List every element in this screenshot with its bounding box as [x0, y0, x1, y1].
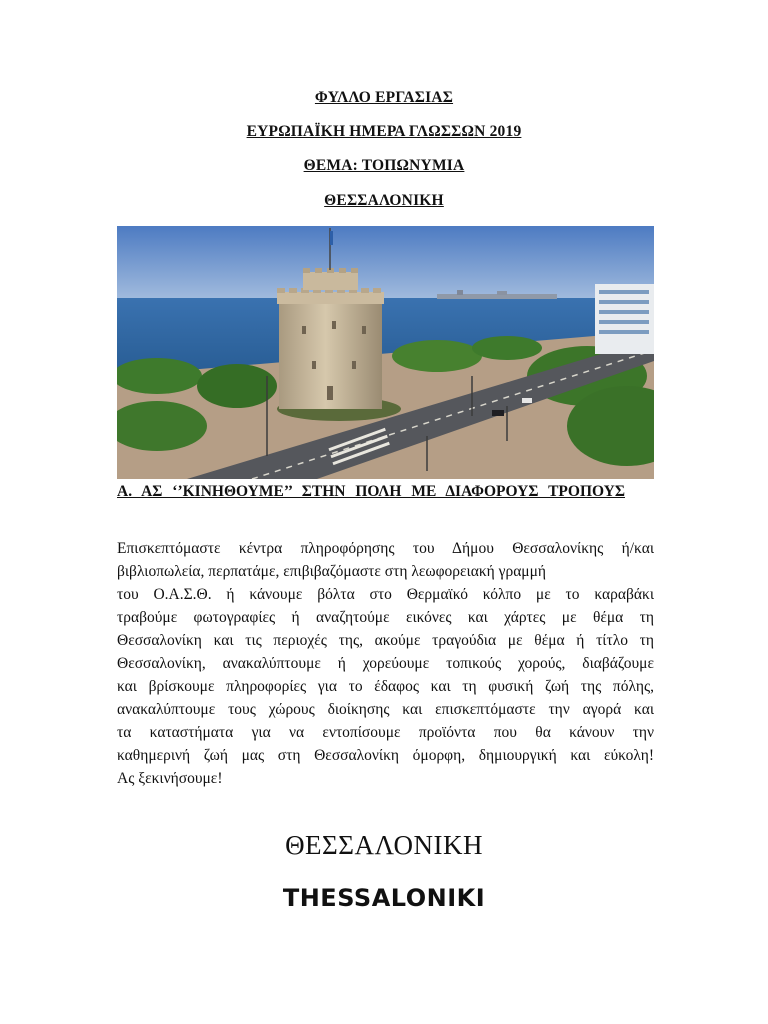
- paragraph-line: τα καταστήματα για να εντοπίσουμε προϊόντα που θα κάνουν την: [117, 724, 654, 741]
- topic-title: ΘΕΜΑ: ΤΟΠΩΝΥΜΙΑ: [303, 157, 465, 174]
- body-paragraph: [117, 537, 654, 790]
- event-title: ΕΥΡΩΠΑΪΚΗ ΗΜΕΡΑ ΓΛΩΣΣΩΝ 2019: [246, 123, 522, 140]
- paragraph-line: του Ο.Α.Σ.Θ. ή κάνουμε βόλτα στο Θερμαϊκό κόλπο με το καραβάκι: [117, 586, 654, 603]
- section-heading: Α. ΑΣ ‘’ΚΙΝΗΘΟΥΜΕ’’ ΣΤΗΝ ΠΟΛΗ ΜΕ ΔΙΑΦΟΡΟΥΣ ΤΡΟΠΟΥΣ: [117, 483, 625, 500]
- latin-city-title: THESSALONIKI: [282, 884, 486, 912]
- white-tower-photo: [117, 226, 654, 479]
- paragraph-line: τραβούμε φωτογραφίες ή αναζητούμε εικόνες και χάρτες με θέμα τη: [117, 609, 654, 626]
- paragraph-line: Θεσσαλονίκη, ανακαλύπτουμε ή χορεύουμε τοπικούς χορούς, διαβάζουμε: [117, 655, 654, 672]
- paragraph-line: καθημερινή ζωή μας στη Θεσσαλονίκη όμορφη, δημιουργική και εύκολη!: [117, 747, 654, 764]
- paragraph-line: Θεσσαλονίκη και τις περιοχές της, ακούμε τραγούδια με θέμα ή τίτλο τη: [117, 632, 654, 649]
- worksheet-title: ΦΥΛΛΟ ΕΡΓΑΣΙΑΣ: [314, 89, 454, 106]
- city-title: ΘΕΣΣΑΛΟΝΙΚΗ: [324, 192, 444, 209]
- paragraph-line: ανακαλύπτουμε τους χώρους διοίκησης και επισκεπτόμαστε την αγορά και: [117, 701, 654, 718]
- paragraph-line: Ας ξεκινήσουμε!: [117, 770, 223, 787]
- paragraph-line: και βρίσκουμε πληροφορίες για το έδαφος και τη φυσική ζωή της πόλης,: [117, 678, 654, 695]
- greek-city-title: ΘΕΣΣΑΛΟΝΙΚΗ: [285, 830, 483, 860]
- paragraph-line: Επισκεπτόμαστε κέντρα πληροφόρησης του Δήμου Θεσσαλονίκης ή/και: [117, 540, 654, 557]
- paragraph-line: βιβλιοπωλεία, περπατάμε, επιβιβαζόμαστε στη λεωφορειακή γραμμή: [117, 563, 547, 580]
